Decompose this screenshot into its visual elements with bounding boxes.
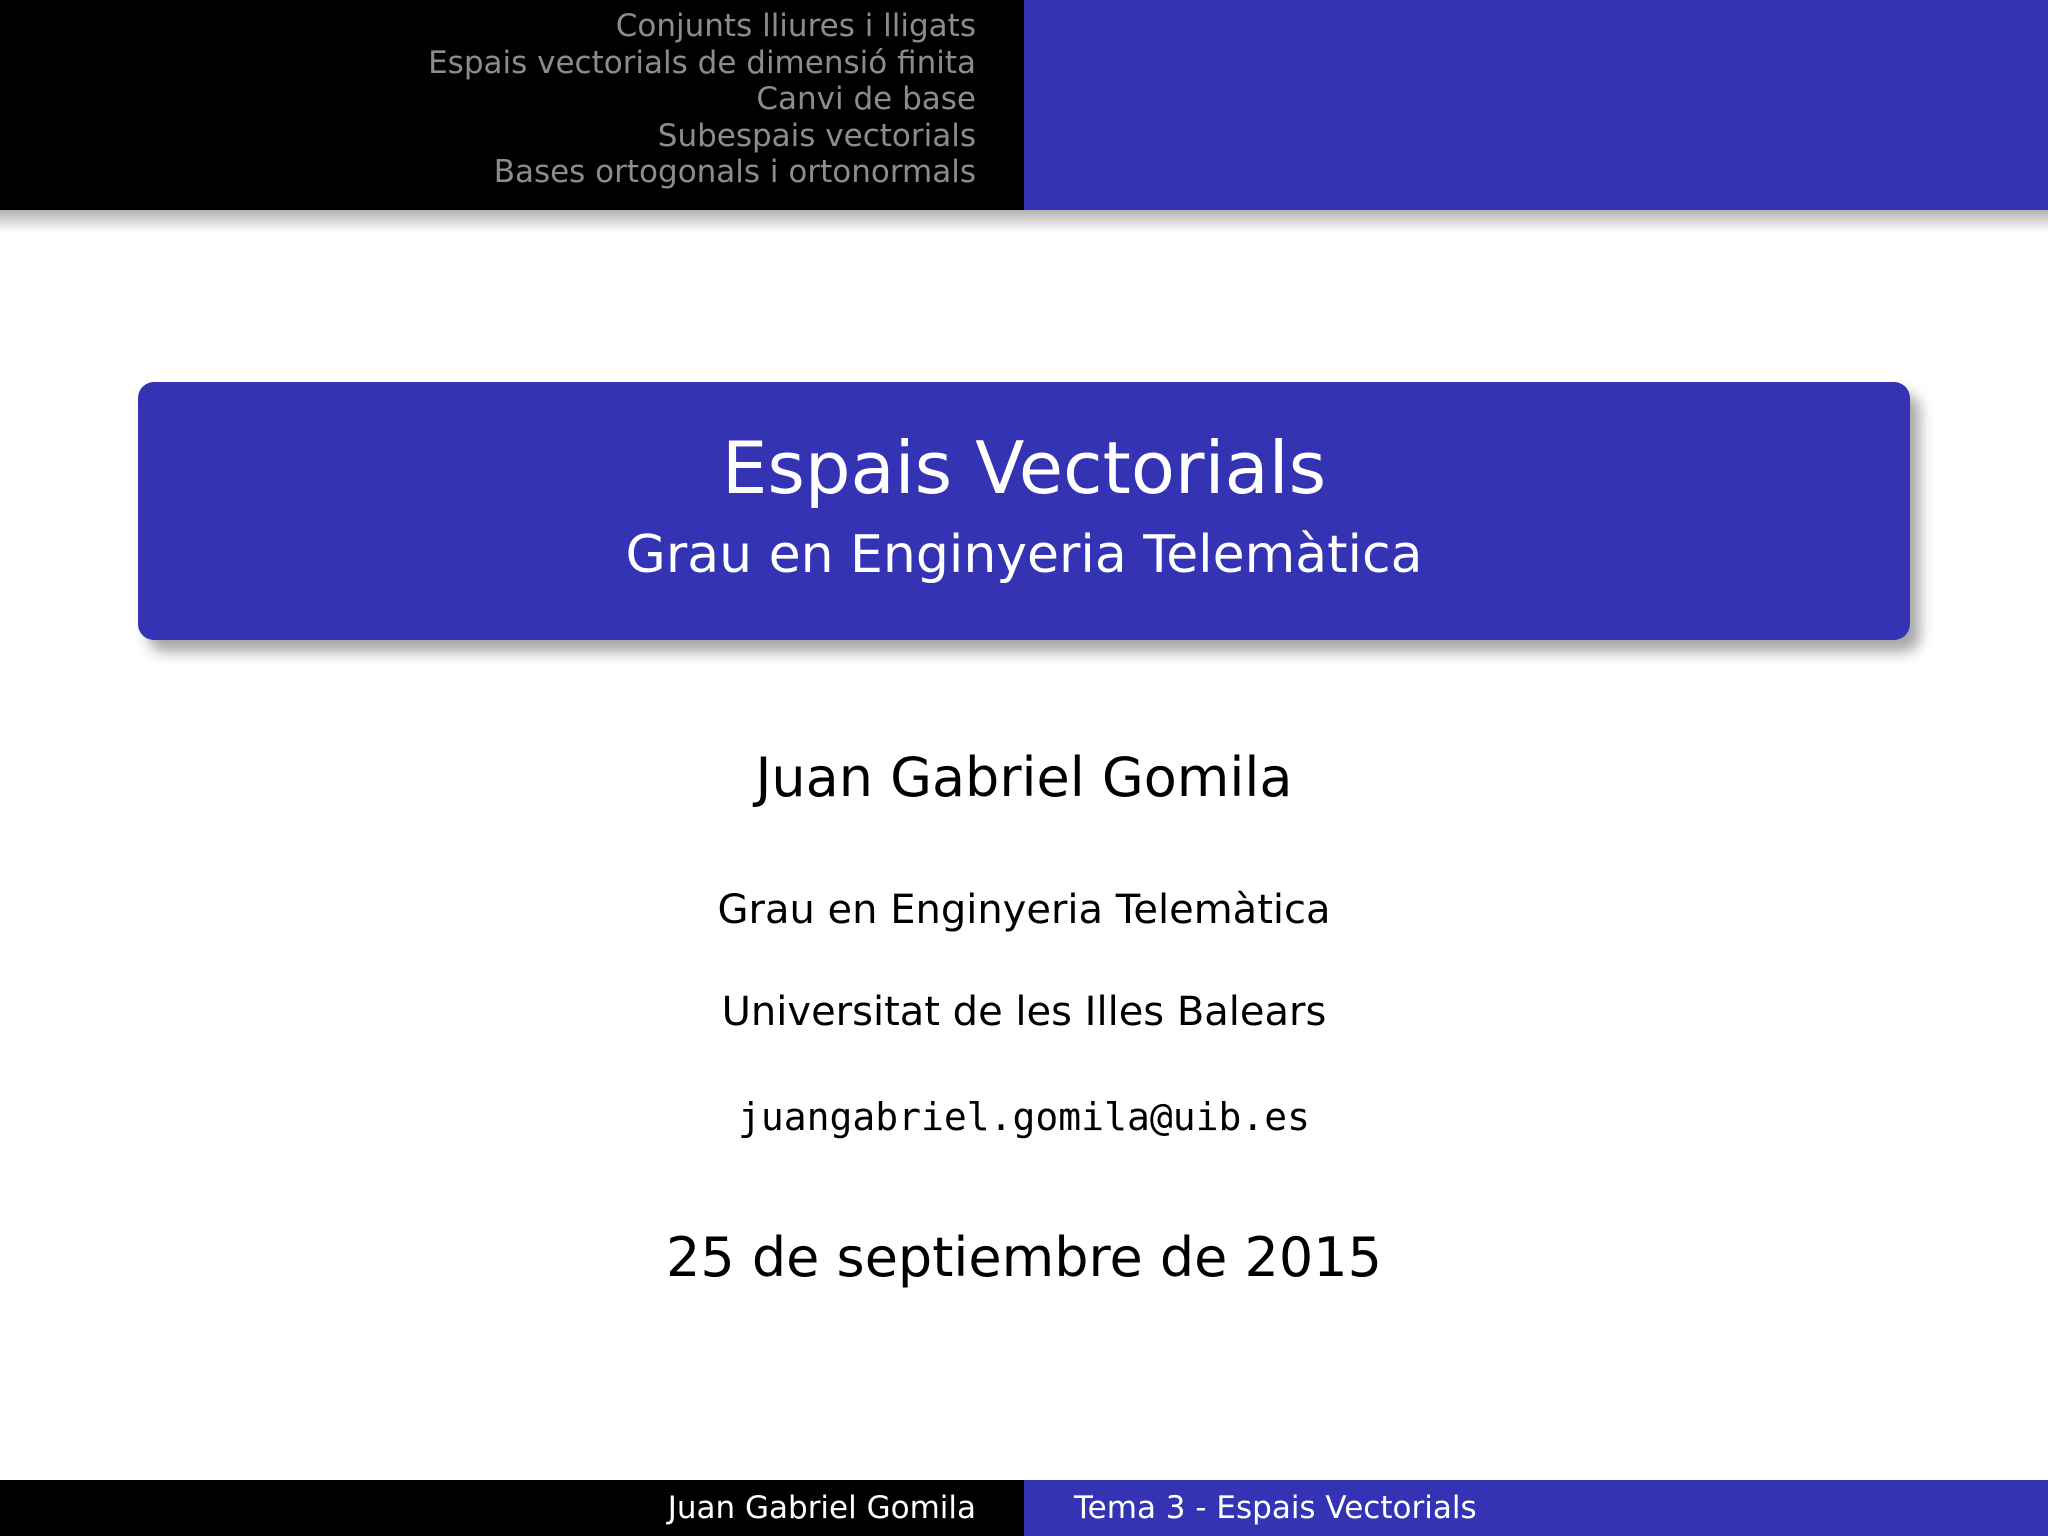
header-shadow xyxy=(0,210,2048,232)
nav-section-bases-ortogonals[interactable]: Bases ortogonals i ortonormals xyxy=(493,154,976,191)
presentation-date: 25 de septiembre de 2015 xyxy=(666,1226,1382,1289)
footer-right-panel xyxy=(1024,1480,2048,1536)
footer-author: Juan Gabriel Gomila xyxy=(667,1490,976,1526)
presentation-subtitle: Grau en Enginyeria Telemàtica xyxy=(625,525,1423,585)
author-name: Juan Gabriel Gomila xyxy=(755,746,1293,809)
presentation-title: Espais Vectorials xyxy=(721,426,1327,510)
nav-section-espais-dimensio-finita[interactable]: Espais vectorials de dimensió finita xyxy=(428,44,976,81)
header-navigation-panel xyxy=(0,0,1024,210)
nav-section-conjunts-lliures[interactable]: Conjunts lliures i lligats xyxy=(615,8,976,44)
nav-section-subespais[interactable]: Subespais vectorials xyxy=(657,117,976,154)
footer-title: Tema 3 - Espais Vectorials xyxy=(1074,1490,1477,1526)
title-box xyxy=(138,382,1910,640)
author-email[interactable]: juangabriel.gomila@uib.es xyxy=(738,1095,1310,1139)
slide-header xyxy=(0,0,2048,210)
section-navigation xyxy=(428,8,976,191)
footer-left-panel xyxy=(0,1480,1024,1536)
institution-degree: Grau en Enginyeria Telemàtica xyxy=(717,887,1331,933)
institution-university: Universitat de les Illes Balears xyxy=(721,989,1327,1035)
nav-section-canvi-de-base[interactable]: Canvi de base xyxy=(756,81,976,118)
header-accent-panel xyxy=(1024,0,2048,210)
